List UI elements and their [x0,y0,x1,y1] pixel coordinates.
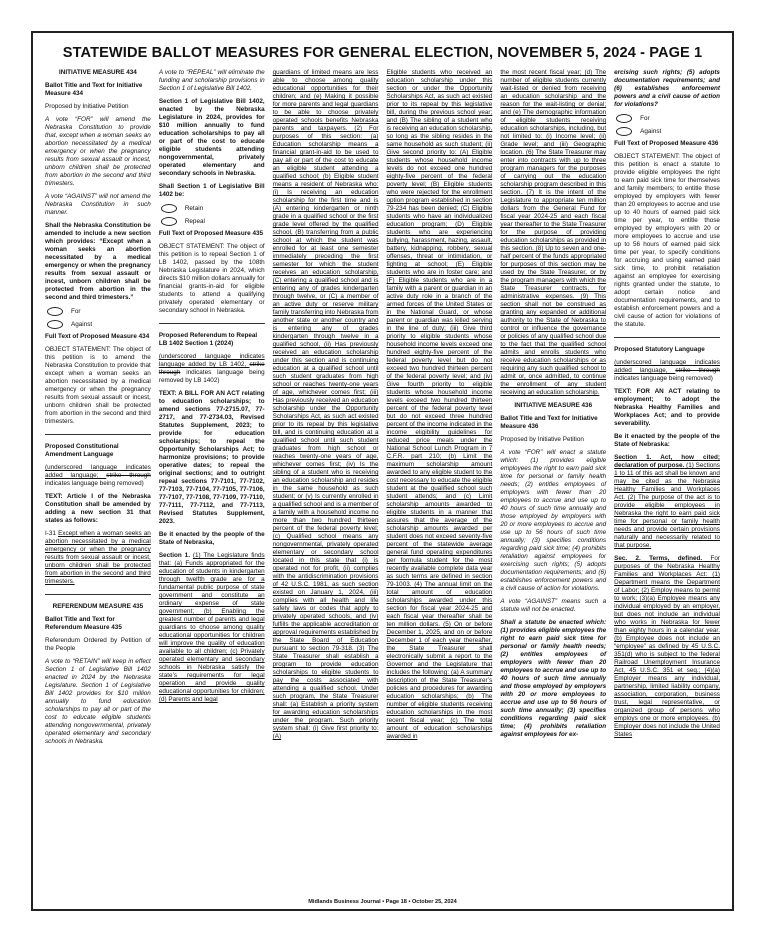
section-1-continued: Eligible students who received an education scholarship under this section or under the Opportunity Scholarships Act, as such act existed prior to its repeal by this legislative bill, during the previous school year; and (B) The sibling of a student who is receiving an education scholarship, so long as the sibling resides in the same household as such student; (ii) Give second priority to: (A) Eligible students whose household income levels do not exceed one hundred eighty-five percent of the federal poverty level; (B) Eligible students who were rejected for the enrollment option program established in section 79-234 has been denied; (C) Eligible students who have an individualized education program; (D) Eligible students who are experiencing bullying, harassment, hazing, assault, battery, kidnapping, robbery, sexual offenses, threat or intimidation, or fighting at school; (E) Eligible students who are in foster care; and (F) Eligible students who are in a family with a parent or guardian in an active duty role in a branch of the armed forces of the United States or in the National Guard, or whose parent or guardian was killed serving in the line of duty; (iii) Give third priority to eligible students whose household income levels exceed one hundred eighty-five percent of the federal poverty level but do not exceed two hundred thirteen percent of the federal poverty level; and (iv) Give fourth priority to eligible students whose household income levels exceed two hundred thirteen percent of the federal poverty level but do not exceed three hundred percent of the income indicated in the income eligibility guidelines for reduced price meals under the National School Lunch Program in 7 C.F.R. part 210; (b) Limit the maximum scholarship amount awarded to any eligible student to the cost necessary to educate the eligible student at the qualified school such student attends; and (c) Limit scholarship amounts awarded to eligible students in a manner that assures that the average of the scholarship amounts awarded per student does not exceed seventy-five percent of the statewide average general fund operating expenditures per formula student for the most recently available complete data year as such terms are defined in section 79-1003. (4) The annual limit on the total amount of education scholarships awarded under this section for fiscal year 2024-25 and each fiscal year thereafter shall be ten million dollars. (5) On or before December 1, 2025, and on or before December 1 of each year thereafter, the State Treasurer shall electronically submit a report to the Governor and the Legislature that includes the following: (a) A summary description of the State Treasurer’s policies and procedures for awarding education scholarships; (b) The number of eligible students receiving education scholarships in the most recent fiscal year; (c) The total amount of education scholarships awarded in [386,69,493,740]
legend-strike: strike through [675,367,720,374]
legend-part: indicates language being removed) [614,375,713,382]
proposed-by-436: Proposed by Initiative Petition [500,436,584,443]
language-legend-435 [159,353,265,385]
ballot-question-436-continued: ercising such rights; (5) adopts documentation requirements; and (6) establishes enforcement powers and a civil cause of action for violations? [614,69,720,108]
referendum-435-heading: REFERENDUM MEASURE 435 [52,603,144,610]
section-1-summary-435: Section 1 of Legislative Bill 1402, enacted by the Nebraska Legislature in 2024, provides for $10 million annually to fund education scholarships to pay all or part of the cost to educate eligible students attending nongovernmental, privately operated elementary and secondary schools in Nebraska. [158,98,265,177]
option-for-436[interactable] [616,114,720,123]
column-3 [269,69,383,884]
legend-strike: strike through [106,472,151,479]
text-columns [33,69,732,884]
section-1-text-435 [159,552,265,704]
option-label: Retain [184,204,204,212]
section-1-436-body: (1) Sections 1 to 11 of this act shall be known and may be cited as the Nebraska Healthy Families and Workplaces Act. (2) The purpose of the act is to provide eligible employees in Nebraska the right to earn paid sick time for personal or family health needs and provide certain provisions naturally and necessarily related to that purpose. [614,462,720,549]
option-label: Against [71,320,93,328]
legend-strike: strike through [158,361,265,376]
language-legend-434 [45,464,151,488]
full-text-434-heading: Full Text of Proposed Measure 434 [45,333,150,340]
section-1-lead: Section 1. [158,552,193,559]
proposed-by-434: Proposed by Initiative Petition [45,103,129,110]
legend-part: indicates language being removed by LB 1402) [158,369,265,384]
vote-retain-435: A vote to “RETAIN” will keep in effect Section 1 of Legislative Bill 1402 enacted in 2024 by the Nebraska Legislature. Section 1 of Legislative Bill 1402 provides for $10 million annually to fund education scholarships to pay all or part of the cost to educate eligible students attending nongovernmental, privately operated elementary and secondary schools in Nebraska. [45,658,151,745]
ballot-title-435: Ballot Title and Text for Referendum Measure 435 [45,616,122,631]
option-label: Repeal [184,217,205,225]
section-2-436-body: For purposes of the Nebraska Healthy Families and Workplaces Act: (1) Department means the Department of Labor; (2) Employ means to permit to work; (3)(a) Employee means any individual employed by an employer, but does not include an individual who works in Nebraska for fewer than eighty hours in a calendar year. (b) Employee does not include an “employee” as defined by 45 U.S.C. 351(d) who is subject to the federal Railroad Unemployment Insurance Act, 45 U.S.C. 351 et seq.; (4)(a) Employer means any individual, partnership, limited liability company, association, corporation, business trust, legal representative, or organized group of persons who employs one or more employees. (b) Employer does not include the United States [614,555,720,738]
option-for-434[interactable] [47,307,151,316]
divider [614,337,720,338]
legend-part: (underscored language indicates language added by LB 1402, [158,353,265,368]
ballot-question-435: Shall Section 1 of Legislative Bill 1402 be: [158,183,265,198]
ballot-oval-icon[interactable] [616,127,632,136]
ballot-oval-icon[interactable] [161,217,177,226]
full-text-435-heading: Full Text of Proposed Measure 435 [158,230,264,237]
ballot-oval-icon[interactable] [47,307,63,316]
ballot-question-434: Shall the Nebraska Constitution be amended to include a new section which provides: “Except when a woman seeks an abortion necessitated by a medical emergency or when the pregnancy results from sexual assault or incest, unborn children shall be protected from abortion in the second and third trimesters.” [45,222,151,301]
option-against-436[interactable] [616,127,720,136]
column-5 [496,69,610,884]
act-text-436: TEXT: FOR AN ACT relating to employment; to adopt the Nebraska Healthy Families and Workplaces Act; and to provide severability. [614,388,720,427]
vote-repeal-435: A vote to “REPEAL” will eliminate the funding and scholarship provisions in Section 1 of Legislative Bill 1402. [158,69,265,92]
option-label: Against [640,127,662,135]
divider [45,594,151,595]
enacting-clause-436: Be it enacted by the people of the State of Nebraska: [614,433,720,448]
ballot-oval-icon[interactable] [161,204,177,213]
section-1-continued: the most recent fiscal year; (d) The number of eligible students currently wait-listed or denied from receiving an education scholarship and the reason for the wait-listing or denial; and (e) The demographic information of eligible students receiving education scholarships, including, but not limited to: (i) Income level; (ii) Grade level; and (iii) Geographic location. (6) The State Treasurer may enter into contracts with up to three program managers for the purposes of carrying out the education scholarship program described in this section. (7) It is the intent of the Legislature to appropriate ten million dollars from the General Fund for fiscal year 2024-25 and each fiscal year thereafter to the State Treasurer for the purpose of providing education scholarships as provided in this section. (8) Up to seven and one-half percent of the funds appropriated for purposes of this section may be used by the State Treasurer, or by the program managers with which the State Treasurer contracts, for administrative expenses. (9) This section shall not be construed as granting any expanded or additional authority to the State of Nebraska to control or influence the governance or policies of any qualified school due to the fact that the qualified school admits and enrolls students who receive education scholarships or as requiring any such qualified school to admit or, once admitted, to continue the enrollment of any student receiving an education scholarship. [500,69,607,396]
vote-against-436: A vote “AGAINST” means such a statute will not be enacted. [500,598,607,613]
legend-part: indicates language being removed) [45,480,144,487]
bill-text-435: TEXT: A BILL FOR AN ACT relating to education scholarships; to amend sections 77-2715.07, 77-2717, and 77-2734.03, Revised Statutes Supplement, 2023; to provide for education scholarships; to repeal the Opportunity Scholarships Act; to harmonize provisions; to provide operative dates; to repeal the original sections; and to outright repeal sections 77-7101, 77-7102, 77-7103, 77-7104, 77-7105, 77-7106, 77-7107, 77-7108, 77-7109, 77-7110, 77-7111, 77-7112, and 77-7113, Revised Statutes Supplement, 2023. [158,390,265,525]
section-2-436-head: Sec. 2. Terms, defined. [614,555,703,562]
section-i31 [45,530,151,586]
option-label: For [640,114,650,122]
legend-part: (underscored language indicates added language, [614,359,720,374]
vote-for-434: A vote “FOR” will amend the Nebraska Constitution to provide that, except when a woman seeks an abortion necessitated by a medical emergency or when the pregnancy results from sexual assault or incest, unborn children shall be protected from abortion in the second and third trimesters. [45,116,151,187]
constitutional-amendment-heading: Proposed Constitutional Amendment Language [45,443,119,458]
option-against-434[interactable] [47,320,151,329]
option-retain-435[interactable] [161,204,265,213]
vote-for-436: A vote “FOR” will enact a statute which: (1) provides eligible employees the right to earn paid sick time for personal or family health needs; (2) entitles employees of employers with fewer than 20 employees to accrue and use up to 40 hours of such time annually and those employed by employers with 20 or more employees to accrue and use up to 56 hours of such time annually; (3) specifies conditions regarding paid sick time; (4) prohibits retaliation against employees for exercising such rights; (5) adopts documentation requirements; and (6) establishes enforcement powers and a civil cause of action for violations. [500,449,607,592]
statutory-language-heading: Proposed Statutory Language [614,346,705,353]
article-text-434: TEXT: Article I of the Nebraska Constitution shall be amended by adding a new section 31 that states as follows: [45,493,151,524]
section-i31-body: Except when a woman seeks an abortion necessitated by a medical emergency or when the pregnancy results from sexual assault or incest, unborn children shall be protected from abortion in the second and third trimesters. [45,530,151,585]
section-1-continued: guardians of limited means are less able to choose among quality educational opportunities for their children; and (e) Making it possible for more parents and legal guardians to be able to choose privately operated schools benefits Nebraska parents and taxpayers. (2) For purposes of this section: (a) Education scholarship means a financial grant-in-aid to be used to pay all or part of the cost to educate an eligible student attending a qualified school; (b) Eligible student means a resident of Nebraska who: (i) Is receiving an education scholarship for the first time and is (A) entering kindergarten or ninth grade in a qualified school or the first grade level offered by the qualified school, (B) transferring from a public school at which the student was enrolled for at least one semester immediately preceding the first semester for which the student receives an education scholarship, (C) entering a qualified school and is entering any of grades kindergarten through twelve, or (C) a member of an active duty or reserve military family transferring into Nebraska from another state or another country and is entering any of grades kindergarten through twelve in a qualified school, (ii) Has previously received an education scholarship under this section and is continuing education at a qualified school until such student graduates from high school or reaches twenty-one years of age, whichever comes first; (iii) Has previously received an education scholarship under the Opportunity Scholarships Act, as such act existed prior to its repeal by this legislative bill, and is continuing education at a qualified school until such student graduates from high school or reaches twenty-one years of age, whichever comes first; (iv) Is the sibling of a student who is receiving an education scholarship and resides in the same household as such student; or (v) Is currently enrolled in a qualified school and is a member of a family with a household income no more than two hundred thirteen percent of the federal poverty level; (c) Qualified school means any nongovernmental, privately operated elementary or secondary school located in this state that (i) is operated not for profit, (ii) complies with the antidiscrimination provisions of 42 U.S.C. 1981, as such section existed on January 1, 2024, (iii) complies with all health and life safety laws or codes that apply to privately operated schools, and (iv) fulfills the applicable accreditation or approval requirements established by the State Board of Education pursuant to section 79-318. (3) The State Treasurer shall establish a program to provide education scholarships to eligible students to pay the costs associated with attending a qualified school. Under such program, the State Treasurer shall: (a) Establish a priority system for awarding education scholarships under the program. Such priority system shall: (i) Give first priority to: (A) [272,69,379,740]
full-text-436-heading: Full Text of Proposed Measure 436 [614,140,719,147]
object-statement-435: OBJECT STATEMENT: The object of this petition is to repeal Section 1 of LB 1402, passed by the 108th Nebraska Legislature in 2024, which directs $10 million dollars annually for financial grants-in-aid for eligible students to attend a qualifying privately operated elementary or secondary school in Nebraska. [158,243,265,314]
enacting-clause-435: Be it enacted by the people of the State of Nebraska, [158,531,265,546]
object-statement-436: OBJECT STATEMENT: The object of this petition is enact a statute to provide eligible employees the right to earn paid sick time for themselves and family members; to entitle those employed by employers with fewer than 20 employees to accrue and use up to 40 hours of earned paid sick time per year, to entitle those employed by employers with 20 or more employees to accrue and use up to 56 hours of earned paid sick time per year, to specify conditions for accruing and using earned paid sick time, to prohibit retaliation against an employee for exercising rights granted under the statute, to adopt certain notice and documentation requirements, and to establish enforcement powers and a civil cause of action for violations of the statute. [614,153,720,328]
section-2-436 [614,555,720,739]
referendum-repeal-heading: Proposed Referendum to Repeal LB 1402 Section 1 (2024) [158,332,258,347]
ballot-title-434: Ballot Title and Text for Initiative Measure 434 [45,82,143,97]
option-label: For [71,307,81,315]
ballot-question-436: Shall a statute be enacted which: (1) provides eligible employees the right to earn paid sick time for personal or family health needs; (2) entitles employees of employers with fewer than 20 employees to accrue and use up to 40 hours of such time annually and those employed by employers with 20 or more employees to accrue and use up to 56 hours of such time annually; (3) specifies conditions regarding paid sick time; (4) prohibits retaliation against employees for ex- [500,619,607,738]
column-4 [382,69,496,884]
language-legend-436 [614,359,720,383]
option-repeal-435[interactable] [161,217,265,226]
section-i31-lead: I-31 [45,530,59,537]
column-2 [155,69,269,884]
ballot-oval-icon[interactable] [47,320,63,329]
object-statement-434: OBJECT STATEMENT: The object of this petition is to amend the Nebraska Constitution to provide that except when a woman seeks an abortion necessitated by a medical emergency or when the pregnancy results from sexual assault or incest, unborn children shall be protected from abortion in the second and third trimesters. [45,346,151,425]
ballot-oval-icon[interactable] [616,114,632,123]
column-1 [41,69,155,884]
newspaper-page [31,31,734,911]
divider [159,323,265,324]
initiative-434-heading: INITIATIVE MEASURE 434 [59,69,137,76]
referendum-ordered-by: Referendum Ordered by Petition of the People [45,637,151,652]
divider [45,434,151,435]
ballot-title-436: Ballot Title and Text for Initiative Measure 436 [500,415,598,430]
page-title: STATEWIDE BALLOT MEASURES FOR GENERAL ELECTION, NOVEMBER 5, 2024 - PAGE 1 [62,45,703,61]
vote-against-434: A vote “AGAINST” will not amend the Nebraska Constitution in such manner. [45,193,151,216]
legend-part: (underscored language indicates added language; [45,464,151,479]
section-1-436 [614,454,720,550]
section-1-body: (1) The Legislature finds that: (a) Funds appropriated for the education of students in kindergarten through twelfth grade are for a fundamental public purpose of state government and constitute an ordinary expense of state government; (b) Enabling the greatest number of parents and legal guardians to choose among quality educational opportunities for children will improve the quality of education available to all children; (c) Privately operated elementary and secondary schools in Nebraska satisfy the state’s requirements for legal operation and provide quality educational opportunities for children; (d) Parents and legal [158,552,265,703]
page-footer: Midlands Business Journal • Page 18 • October 25, 2024 [308,899,457,905]
initiative-436-heading: INITIATIVE MEASURE 436 [514,402,593,409]
column-6 [610,69,724,884]
section-1-436-head: Section 1. Act, how cited; declaration of purpose. [614,454,720,469]
